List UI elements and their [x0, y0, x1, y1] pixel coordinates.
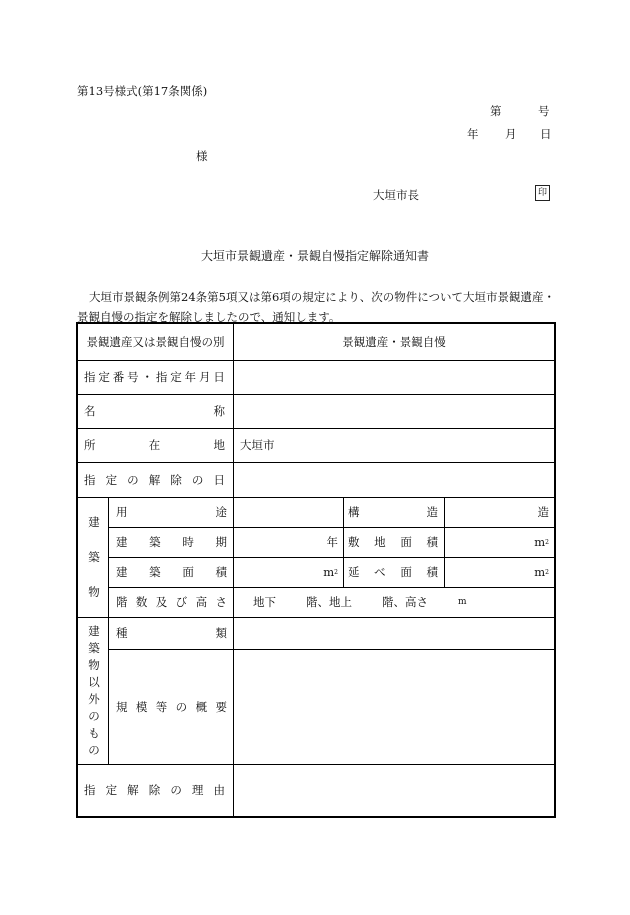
label-char: 面 — [182, 565, 194, 579]
label-char: 除 — [170, 472, 182, 487]
label-char: び — [175, 595, 188, 609]
label-char: 在 — [148, 438, 161, 452]
label-char: の — [170, 783, 182, 797]
label-char: 解 — [127, 783, 139, 797]
label-char: の — [175, 699, 188, 714]
label-char: の — [191, 472, 204, 487]
label-char: 所 — [84, 438, 96, 452]
location-label — [84, 428, 225, 462]
label-char: 面 — [400, 535, 412, 549]
release-date-value[interactable] — [234, 462, 554, 497]
label-char: 時 — [182, 535, 194, 549]
label-char: 規 — [116, 699, 128, 714]
label-char: 指 — [155, 370, 168, 384]
label-char: 指 — [84, 472, 96, 487]
label-char: 及 — [155, 595, 168, 609]
label-char: 日 — [213, 370, 225, 384]
label-char: 建 — [116, 535, 128, 549]
label-char: 指 — [84, 370, 96, 384]
label-char: 築 — [149, 565, 161, 579]
label-char: 解 — [148, 472, 161, 487]
reason-label — [84, 764, 225, 816]
built-label — [116, 527, 227, 557]
site-area-unit: m 2 — [534, 535, 549, 549]
doc-number-suffix: 号 — [538, 104, 550, 118]
label-char: 積 — [215, 565, 227, 579]
label-char: の — [88, 742, 100, 757]
floors-label — [116, 587, 227, 617]
label-char: 築 — [88, 549, 100, 564]
document-title: 大垣市景観遺産・景観自慢指定解除通知書 — [200, 249, 429, 263]
label-char: 定 — [105, 472, 118, 487]
label-char: ・ — [141, 370, 153, 384]
label-char: 高 — [195, 595, 208, 609]
building-area-unit: m 2 — [323, 565, 338, 579]
label-char: 除 — [148, 783, 161, 797]
building-area-label — [116, 557, 227, 587]
designation-value[interactable] — [234, 360, 554, 394]
location-value: 大垣市 — [240, 438, 275, 452]
label-char: 建 — [88, 623, 100, 638]
label-char: 類 — [215, 626, 227, 640]
use-label — [116, 497, 227, 527]
label-char: の — [127, 472, 139, 487]
type-label — [116, 617, 227, 649]
other-group-label — [86, 622, 102, 758]
label-char: 等 — [155, 699, 168, 714]
label-char: 延 — [348, 565, 360, 579]
label-char: 定 — [105, 783, 118, 797]
type-value[interactable] — [234, 617, 554, 649]
label-char: 建 — [116, 565, 128, 579]
recipient-suffix: 様 — [196, 149, 208, 163]
label-char: べ — [374, 565, 386, 579]
label-char: 階 — [116, 595, 128, 609]
scale-value[interactable] — [234, 649, 554, 764]
seal-mark: 印 — [535, 185, 550, 201]
site-area-label — [348, 527, 438, 557]
label-char: 要 — [215, 699, 227, 714]
label-char: の — [88, 708, 100, 723]
label-char: 称 — [213, 404, 225, 418]
label-char: 地 — [374, 535, 386, 549]
label-char: 概 — [195, 699, 208, 714]
label-char: 築 — [88, 640, 100, 655]
floor-area-unit: m 2 — [534, 565, 549, 579]
label-char: 構 — [348, 505, 360, 519]
label-char: 敷 — [348, 535, 360, 549]
label-char: 由 — [213, 783, 225, 797]
label-char: 名 — [84, 404, 96, 418]
label-char: 物 — [88, 585, 100, 600]
structure-unit: 造 — [537, 505, 549, 519]
label-char: 面 — [400, 565, 412, 579]
reason-value[interactable] — [234, 764, 554, 816]
label-char: 号 — [127, 370, 139, 384]
floors-value: 地下 階、地上 階、高さ m — [253, 595, 467, 609]
date-day: 日 — [540, 127, 552, 141]
label-char: 途 — [215, 505, 227, 519]
date-year: 年 — [467, 127, 479, 141]
floor-area-label — [348, 557, 438, 587]
structure-label — [348, 497, 438, 527]
label-char: 番 — [112, 370, 125, 384]
label-char: 種 — [116, 626, 128, 640]
release-date-label — [84, 462, 225, 497]
building-group-label — [86, 504, 102, 610]
label-char: 日 — [213, 472, 225, 487]
label-char: 理 — [191, 783, 204, 797]
category-value: 景観遺産・景観自慢 — [342, 335, 446, 349]
doc-number-label: 第 — [490, 104, 502, 118]
category-label: 景観遺産又は景観自慢の別 — [86, 335, 225, 349]
label-char: 積 — [426, 565, 438, 579]
label-char: 期 — [215, 535, 227, 549]
label-char: 模 — [135, 699, 148, 714]
label-char: 用 — [116, 505, 128, 519]
label-char: 指 — [84, 783, 96, 797]
notice-table — [76, 322, 556, 818]
scale-label — [116, 649, 227, 764]
label-char: 以 — [88, 674, 100, 689]
name-value[interactable] — [234, 394, 554, 428]
issuer: 大垣市長 — [373, 188, 419, 202]
label-char: さ — [215, 595, 227, 609]
label-char: 定 — [98, 370, 110, 384]
built-unit: 年 — [326, 535, 338, 549]
form-number: 第13号様式(第17条関係) — [77, 84, 208, 98]
label-char: 年 — [184, 370, 197, 384]
label-char: 地 — [213, 438, 225, 452]
label-char: 定 — [170, 370, 182, 384]
designation-label — [84, 360, 225, 394]
label-char: 数 — [135, 595, 148, 609]
label-char: 造 — [426, 505, 438, 519]
name-label — [84, 394, 225, 428]
label-char: 物 — [88, 657, 100, 672]
label-char: 築 — [149, 535, 161, 549]
date-month: 月 — [505, 127, 517, 141]
label-char: 建 — [88, 514, 100, 529]
label-char: も — [88, 725, 100, 740]
label-char: 月 — [199, 370, 211, 384]
label-char: 積 — [426, 535, 438, 549]
label-char: 外 — [88, 691, 100, 706]
body-text: 大垣市景観条例第24条第5項又は第6項の規定により、次の物件について大垣市景観遺産・景観自慢の指定を解除しましたので、通知します。 — [77, 290, 556, 324]
